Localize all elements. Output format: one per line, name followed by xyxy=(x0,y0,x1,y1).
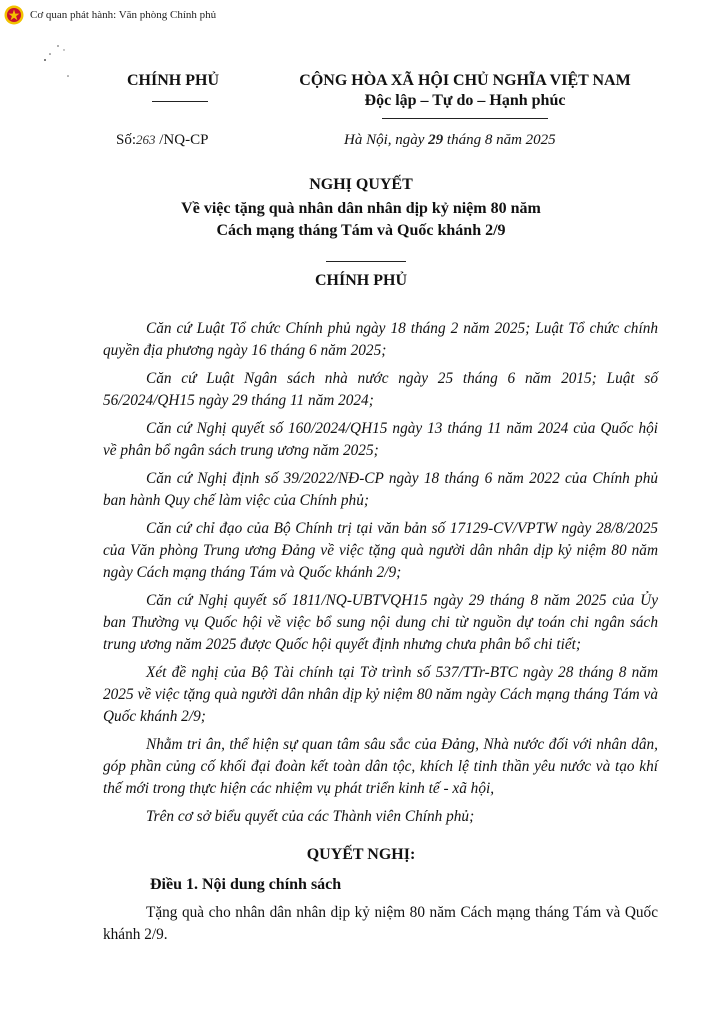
preamble-paragraph: Nhằm tri ân, thể hiện sự quan tâm sâu sắc của Đảng, Nhà nước đối với nhân dân, góp phần củng cố khối đại đoàn kết toàn dân tộc, khích lệ tinh thần yêu nước và tạo khí thế mới trong thực hiện các nhiệm vụ phát triển kinh tế - xã hội, xyxy=(103,736,658,797)
issuing-org: CHÍNH PHỦ xyxy=(127,72,219,89)
country-name: CỘNG HÒA XÃ HỘI CHỦ NGHĨA VIỆT NAM xyxy=(299,72,631,89)
date-prefix: Hà Nội, ngày xyxy=(344,132,429,148)
date-suffix: tháng 8 năm 2025 xyxy=(443,132,556,148)
motto-divider xyxy=(382,118,548,119)
preamble-paragraph: Xét đề nghị của Bộ Tài chính tại Tờ trình số 537/TTr-BTC ngày 28 tháng 8 năm 2025 về việc tặng quà người dân nhân dịp kỷ niệm 80 năm ngày Cách mạng tháng Tám và Quốc khánh 2/9; xyxy=(103,664,658,725)
preamble-paragraph: Căn cứ Nghị định số 39/2022/NĐ-CP ngày 18 tháng 6 năm 2022 của Chính phủ ban hành Quy chế làm việc của Chính phủ; xyxy=(103,470,658,509)
article-1-body: Tặng quà cho nhân dân nhân dịp kỷ niệm 80 năm Cách mạng tháng Tám và Quốc khánh 2/9. xyxy=(103,904,658,943)
document-type: NGHỊ QUYẾT xyxy=(309,176,413,193)
preamble-paragraph: Căn cứ Nghị quyết số 160/2024/QH15 ngày 13 tháng 11 năm 2024 của Quốc hội về phân bổ ngân sách trung ương năm 2025; xyxy=(103,420,658,459)
title-divider xyxy=(326,261,406,262)
document-number xyxy=(116,132,208,149)
article-1-title: Điều 1. Nội dung chính sách xyxy=(150,876,342,893)
preamble-paragraph: Căn cứ Luật Ngân sách nhà nước ngày 25 tháng 6 năm 2015; Luật số 56/2024/QH15 ngày 29 tháng 11 năm 2024; xyxy=(103,370,658,409)
national-emblem-icon xyxy=(4,5,24,25)
preamble-paragraph: Căn cứ chỉ đạo của Bộ Chính trị tại văn bản số 17129-CV/VPTW ngày 28/8/2025 của Văn phòng Trung ương Đảng về việc tặng quà người dân nhân dịp kỷ niệm 80 năm ngày Cách mạng tháng Tám và Quốc khánh 2/9; xyxy=(103,520,658,581)
publisher-stamp xyxy=(4,4,216,26)
number-suffix: /NQ-CP xyxy=(155,132,209,148)
preamble xyxy=(103,318,658,834)
national-motto: Độc lập – Tự do – Hạnh phúc xyxy=(364,92,566,109)
number-prefix: Số: xyxy=(116,132,137,148)
preamble-paragraph: Căn cứ Nghị quyết số 1811/NQ-UBTVQH15 ngày 29 tháng 8 năm 2025 của Ủy ban Thường vụ Quốc hội về việc bổ sung nội dung chi từ nguồn dự toán chi ngân sách trung ương năm 2025 được Quốc hội quyết định nhưng chưa phân bổ chi tiết; xyxy=(103,592,658,653)
document-date xyxy=(344,132,556,149)
issuer-heading: CHÍNH PHỦ xyxy=(315,272,407,289)
document-subject-line-2: Cách mạng tháng Tám và Quốc khánh 2/9 xyxy=(216,222,506,239)
preamble-paragraph: Căn cứ Luật Tổ chức Chính phủ ngày 18 tháng 2 năm 2025; Luật Tổ chức chính quyền địa phương ngày 16 tháng 6 năm 2025; xyxy=(103,320,658,359)
decision-heading: QUYẾT NGHỊ: xyxy=(306,846,416,863)
scan-specks xyxy=(42,40,72,80)
date-day: 29 xyxy=(428,132,444,148)
document-subject-line-1: Về việc tặng quà nhân dân nhân dịp kỷ niệm 80 năm xyxy=(181,200,541,217)
preamble-paragraph: Trên cơ sở biểu quyết của các Thành viên Chính phủ; xyxy=(146,808,475,825)
publisher-text: Cơ quan phát hành: Văn phòng Chính phủ xyxy=(30,9,217,21)
number-handwritten: 263 xyxy=(136,132,156,147)
org-divider xyxy=(152,101,208,102)
